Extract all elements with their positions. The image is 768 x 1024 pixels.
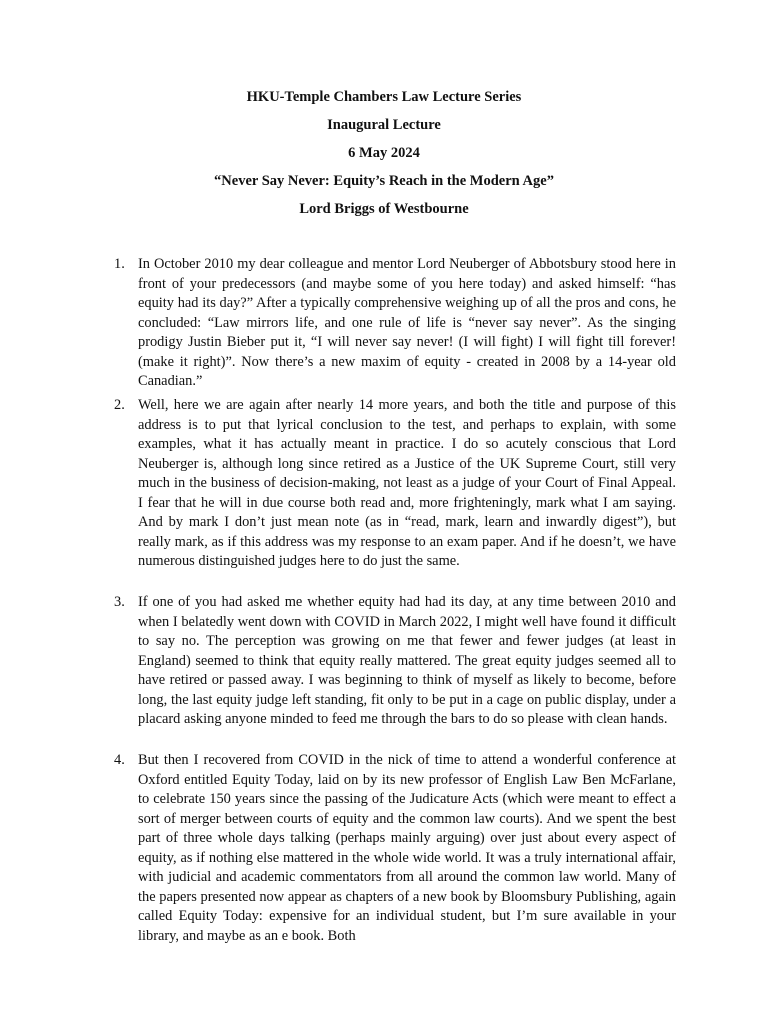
paragraph-number: 1.: [114, 256, 125, 272]
paragraph-1: [114, 255, 676, 392]
paragraph-number: 4.: [114, 752, 125, 768]
paragraph-number: 2.: [114, 397, 125, 413]
paragraph-3: [114, 593, 676, 730]
paragraph-2: [114, 396, 676, 572]
lecture-series-heading: HKU-Temple Chambers Law Lecture Series: [246, 89, 522, 105]
paragraph-number: 3.: [114, 594, 125, 610]
paragraph-4: [114, 751, 676, 946]
paragraph-text: But then I recovered from COVID in the nick of time to attend a wonderful conference at Oxford entitled Equity Today, laid on by its new professor of English Law Ben McFarlane, to celebrate 150 years since the passing of the Judicature Acts (which were meant to effect a sort of merger between courts of equity and the common law courts). And we spent the best part of three whole days talking (perhaps mainly arguing) over just about every aspect of equity, as if nothing else mattered in the whole wide world. It was a truly international affair, with judicial and academic commentators from all around the common law world. Many of the papers presented now appear as chapters of a new book by Bloomsbury Publishing, again called Equity Today: expensive for an individual student, but I’m sure available in your library, and maybe as an e book. Both: [138, 752, 676, 944]
lecture-date: 6 May 2024: [348, 145, 420, 161]
paragraph-text: In October 2010 my dear colleague and mentor Lord Neuberger of Abbotsbury stood here in front of your predecessors (and maybe some of you here today) and asked himself: “has equity had its day?” After a typically comprehensive weighing up of all the pros and cons, he concluded: “Law mirrors life, and one rule of life is “never say never”. As the singing prodigy Justin Bieber put it, “I will never say never! (I will fight) I will fight till forever! (make it right)”. Now there’s a new maxim of equity - created in 2008 by a 14-year old Canadian.”: [138, 256, 676, 389]
lecture-title: “Never Say Never: Equity’s Reach in the Modern Age”: [214, 173, 554, 189]
speaker-name: Lord Briggs of Westbourne: [299, 201, 469, 217]
paragraph-text: If one of you had asked me whether equity had had its day, at any time between 2010 and when I belatedly went down with COVID in March 2022, I might well have found it difficult to say no. The perception was growing on me that fewer and fewer judges (at least in England) seemed to think that equity really mattered. The great equity judges seemed all to have retired or passed away. I was beginning to think of myself as likely to become, before long, the last equity judge left standing, fit only to be put in a cage on public display, under a placard asking anyone minded to feed me through the bars to do so please with clean hands.: [138, 594, 676, 727]
paragraph-text: Well, here we are again after nearly 14 more years, and both the title and purpose of this address is to put that lyrical conclusion to the test, and perhaps to explain, with some examples, what it has actually meant in practice. I do so acutely conscious that Lord Neuberger is, although long since retired as a Justice of the UK Supreme Court, still very much in the business of decision-making, not least as a judge of your Court of Final Appeal. I fear that he will in due course both read and, more frighteningly, mark what I am saying. And by mark I don’t just mean note (as in “read, mark, learn and inwardly digest”), but really mark, as if this address was my response to an exam paper. And if he doesn’t, we have numerous distinguished judges here to do just the same.: [138, 397, 676, 569]
lecture-type-heading: Inaugural Lecture: [327, 117, 441, 133]
